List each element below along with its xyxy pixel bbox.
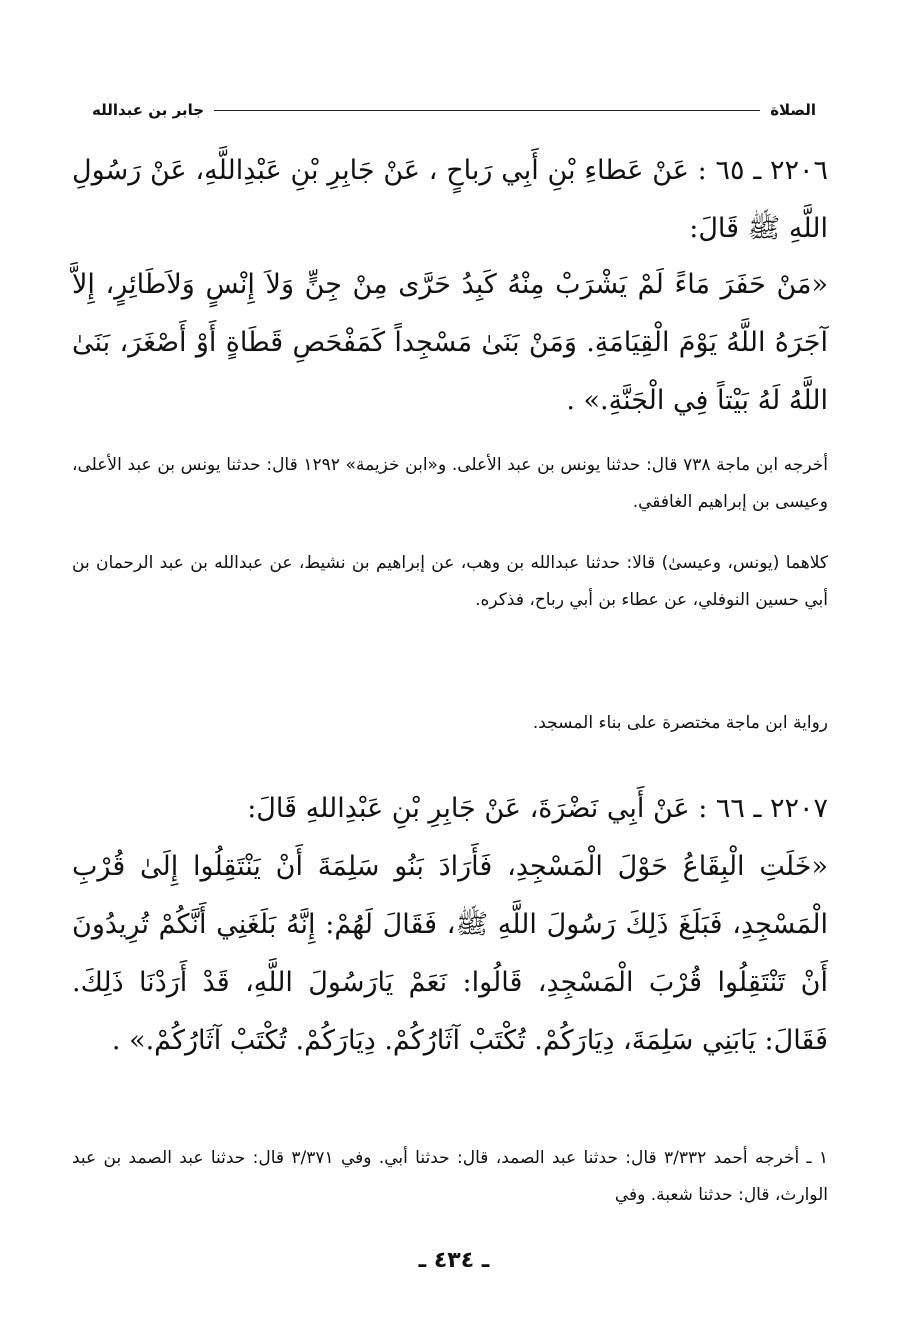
takhrij-text: ١ ـ أخرجه أحمد ٣/٣٣٢ قال: حدثنا عبد الصمد، قال: حدثنا أبي. وفي ٣/٣٧١ قال: حدثنا عبد الصمد بن عبد الوارث، قال: حدثنا شعبة. وفي bbox=[72, 1148, 828, 1205]
hadith-2206-chain bbox=[72, 545, 828, 619]
hadith-2207-takhrij bbox=[72, 1140, 828, 1214]
hadith-isnad-text: ٢٢٠٦ ـ ٦٥ : عَنْ عَطاءِ بْنِ أَبِي رَباحٍ ، عَنْ جَابِرِ بْنِ عَبْدِاللَّهِ، عَنْ رَسُولِ اللَّهِ ﷺ قَالَ: bbox=[72, 155, 829, 244]
hadith-2206-remark bbox=[150, 705, 828, 742]
hadith-2206-isnad bbox=[72, 142, 828, 258]
takhrij-text: أخرجه ابن ماجة ٧٣٨ قال: حدثنا يونس بن عبد الأعلى. و«ابن خزيمة» ١٢٩٢ قال: حدثنا يونس بن عبد الأعلى، وعيسى بن إبراهيم الغافقي. bbox=[72, 455, 828, 512]
hadith-2206-matn bbox=[72, 256, 828, 430]
page-number: ـ ٤٣٤ ـ bbox=[418, 1248, 490, 1273]
hadith-2206-takhrij bbox=[72, 447, 828, 521]
header-rule bbox=[214, 110, 760, 111]
narrator-title: جابر بن عبدالله bbox=[92, 101, 205, 119]
hadith-matn-text: «مَنْ حَفَرَ مَاءً لَمْ يَشْرَبْ مِنْهُ كَبِدُ حَرَّى مِنْ جِنٍّ وَلاَ إِنْسٍ وَلاَطَائِرٍ، إِلاَّ آجَرَهُ اللَّهُ يَوْمَ الْقِيَامَةِ. وَمَنْ بَنَىٰ مَسْجِداً كَمَفْحَصِ قَطَاةٍ أَوْ أَصْغَرَ، بَنَىٰ اللَّهُ لَهُ بَيْتاً فِي الْجَنَّةِ.» . bbox=[72, 269, 828, 416]
hadith-matn-text: «خَلَتِ الْبِقَاعُ حَوْلَ الْمَسْجِدِ، فَأَرَادَ بَنُو سَلِمَةَ أَنْ يَنْتَقِلُوا إِلَىٰ قُرْبِ الْمَسْجِدِ، فَبَلَغَ ذَلِكَ رَسُولَ اللَّهِ ﷺ، فَقَالَ لَهُمْ: إِنَّهُ بَلَغَنِي أَنَّكُمْ تُرِيدُونَ أَنْ تَنْتَقِلُوا قُرْبَ الْمَسْجِدِ، قَالُوا: نَعَمْ يَارَسُولَ اللَّهِ، قَدْ أَرَدْنَا ذَلِكَ. فَقَالَ: يَابَنِي سَلِمَةَ، دِيَارَكُمْ. تُكْتَبْ آثَارُكُمْ. دِيَارَكُمْ. تُكْتَبْ آثَارُكُمْ.» . bbox=[72, 851, 828, 1056]
hadith-2207-matn bbox=[72, 838, 828, 1070]
chain-text: كلاهما (يونس، وعيسىٰ) قالا: حدثنا عبدالله بن وهب، عن إبراهيم بن نشيط، عن عبدالله بن عبد الرحمان بن أبي حسين النوفلي، عن عطاء بن أبي رباح، فذكره. bbox=[72, 553, 828, 610]
hadith-isnad-text: ٢٢٠٧ ـ ٦٦ : عَنْ أَبِي نَضْرَةَ، عَنْ جَابِرِ بْنِ عَبْدِاللهِ قَالَ: bbox=[247, 793, 828, 824]
remark-text: رواية ابن ماجة مختصرة على بناء المسجد. bbox=[532, 713, 828, 733]
hadith-2207-isnad bbox=[72, 780, 828, 838]
running-header bbox=[92, 98, 816, 122]
chapter-title: الصلاة bbox=[770, 101, 816, 119]
